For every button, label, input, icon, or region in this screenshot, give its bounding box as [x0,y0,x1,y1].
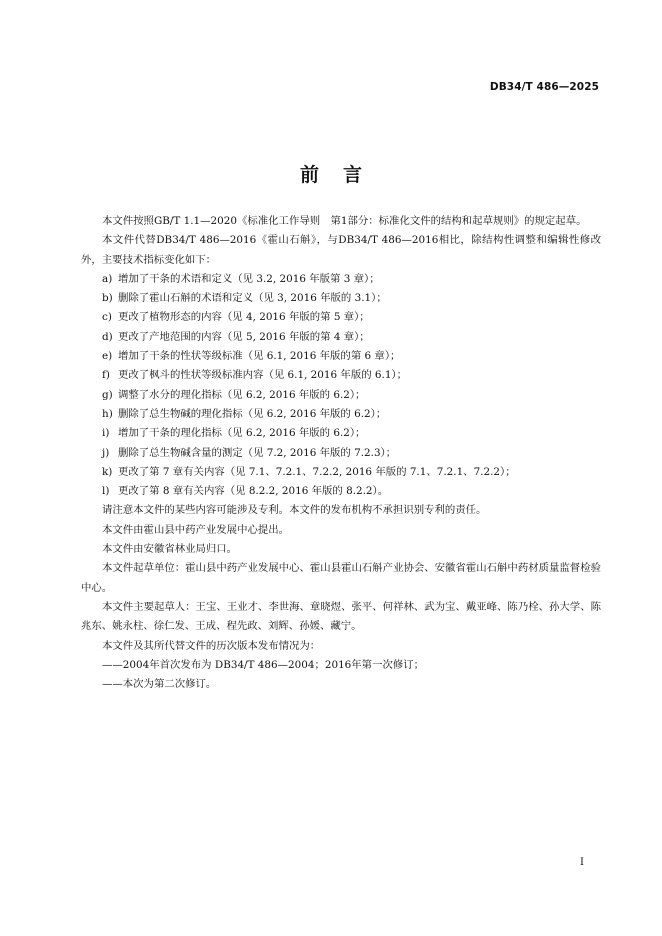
list-item-text: 更改了植物形态的内容（见 4, 2016 年版的第 5 章）； [118,311,370,324]
list-item-text: 删除了霍山石斛的术语和定义（见 3, 2016 年版的 3.1）； [118,292,387,305]
list-item [81,366,601,385]
list-item [81,270,601,289]
list-item-label: f) [102,369,110,382]
managed-by: 本文件由安徽省林业局归口。 [102,543,238,556]
list-item-text: 删除了总生物碱含量的测定（见 7.2, 2016 年版的 7.2.3）； [118,446,397,459]
list-item-text: 删除了总生物碱的理化指标（见 6.2, 2016 年版的 6.2）； [118,407,387,420]
changes-list [81,270,601,502]
list-item-text: 增加了干条的术语和定义（见 3.2, 2016 年版第 3 章）； [118,272,380,285]
list-item [81,405,601,424]
list-item-label: k) [102,465,113,478]
history-title: 本文件及其所代替文件的历次版本发布情况为： [102,639,321,652]
list-item-label: i) [102,427,110,440]
list-item-label: j) [102,446,110,459]
intro-paragraph-replacement: 本文件代替DB34/T 486—2016《霍山石斛》，与DB34/T 486—2016相比，除结构性调整和编辑性修改外，主要技术指标变化如下： [81,234,601,266]
list-item [81,444,601,463]
document-number: DB34/T 486—2025 [489,81,599,93]
list-item-text: 更改了产地范围的内容（见 5, 2016 年版的第 4 章）； [118,330,370,343]
list-item [81,386,601,405]
list-item [81,482,601,501]
foreword-body [81,212,601,694]
list-item-label: b) [102,292,113,305]
drafters: 本文件主要起草人：王宝、王业才、李世海、章晓煜、张平、何祥林、武为宝、戴亚峰、陈乃栓、孙大学、陈兆东、姚永柱、徐仁发、王成、程先政、刘辉、孙媛、藏宁。 [81,600,601,633]
list-item-text: 更改了枫斗的性状等级标准内容（见 6.1, 2016 年版的 6.1）； [118,369,408,382]
page-number: I [580,857,584,868]
title-char-1: 前 [299,164,319,186]
list-item-label: h) [102,407,113,420]
proposed-by: 本文件由霍山县中药产业发展中心提出。 [102,523,290,536]
list-item-text: 增加了干条的理化指标（见 6.2, 2016 年版的 6.2）； [118,427,366,440]
history-entry: ——2004年首次发布为 DB34/T 486—2004；2016年第一次修订； [102,658,425,671]
list-item-label: d) [102,330,113,343]
list-item-text: 更改了第 7 章有关内容（见 7.1、7.2.1、7.2.2, 2016 年版的 7.1、7.2.1、7.2.2）； [118,465,516,478]
list-item [81,308,601,327]
patent-notice: 请注意本文件的某些内容可能涉及专利。本文件的发布机构不承担识别专利的责任。 [102,504,487,517]
list-item-text: 调整了水分的理化指标（见 6.2, 2016 年版的 6.2）； [118,388,366,401]
list-item-label: e) [102,350,113,363]
list-item [81,463,601,482]
list-item [81,347,601,366]
history-entry: ——本次为第二次修订。 [102,678,217,691]
list-item [81,424,601,443]
drafting-units: 本文件起草单位：霍山县中药产业发展中心、霍山县霍山石斛产业协会、安徽省霍山石斛中药材质量监督检验中心。 [81,562,601,594]
title-char-2: 言 [343,164,363,186]
intro-paragraph-drafting: 本文件按照GB/T 1.1—2020《标准化工作导则 第1部分：标准化文件的结构和起草规则》的规定起草。 [102,215,587,227]
list-item-label: c) [102,311,112,324]
list-item [81,289,601,308]
list-item-label: l) [102,485,110,498]
list-item-text: 更改了第 8 章有关内容（见 8.2.2, 2016 年版的 8.2.2）。 [118,485,389,498]
list-item [81,328,601,347]
list-item-label: g) [102,388,113,401]
list-item-label: a) [102,272,113,285]
page-title [0,160,662,187]
list-item-text: 增加了干条的性状等级标准（见 6.1, 2016 年版的第 6 章）； [118,350,401,363]
